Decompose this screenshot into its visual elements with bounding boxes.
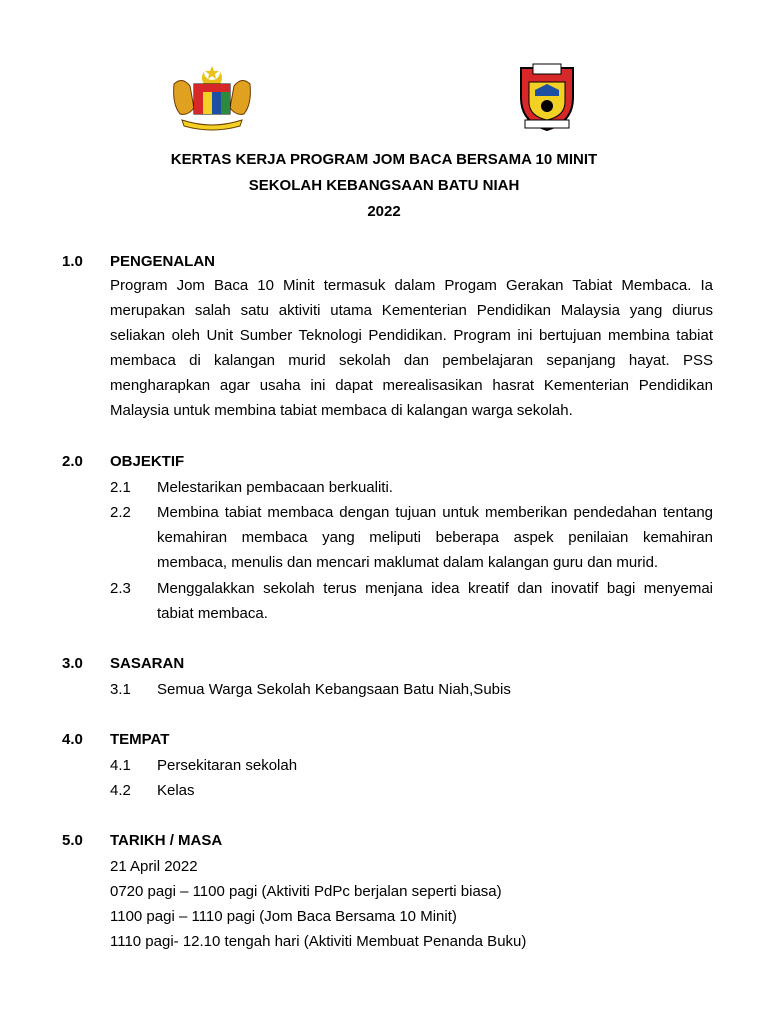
document-title: [0, 150, 768, 228]
section-number: 1.0: [62, 253, 83, 270]
item-text: Menggalakkan sekolah terus menjana idea kreatif dan inovatif bagi menyemai tabiat membaca.: [157, 580, 713, 622]
section-number: 2.0: [62, 453, 83, 470]
item-number: 4.1: [110, 757, 131, 774]
title-line: KERTAS KERJA PROGRAM JOM BACA BERSAMA 10 MINIT: [170, 151, 598, 168]
item-text: Membina tabiat membaca dengan tujuan untuk memberikan pendedahan tentang kemahiran membaca yang meliputi beberapa aspek penilaian kemahiran membaca, menulis dan mencari maklumat dalam kalangan guru dan murid.: [157, 504, 713, 571]
title-line: SEKOLAH KEBANGSAAN BATU NIAH: [248, 177, 520, 194]
school-crest-logo: [517, 62, 577, 132]
schedule-line: 1110 pagi- 12.10 tengah hari (Aktiviti Membuat Penanda Buku): [110, 933, 527, 950]
section-number: 3.0: [62, 655, 83, 672]
schedule-line: 0720 pagi – 1100 pagi (Aktiviti PdPc berjalan seperti biasa): [110, 883, 502, 900]
item-number: 2.3: [110, 580, 131, 597]
section-title: TARIKH / MASA: [110, 832, 223, 849]
item-text: Persekitaran sekolah: [157, 757, 298, 774]
list-item: [110, 576, 713, 626]
section-title: OBJEKTIF: [110, 453, 185, 470]
item-number: 4.2: [110, 782, 131, 799]
list-item: [110, 778, 713, 803]
malaysia-coat-of-arms-logo: [168, 64, 256, 132]
item-text: Melestarikan pembacaan berkualiti.: [157, 479, 393, 496]
schedule-line: 1100 pagi – 1110 pagi (Jom Baca Bersama 10 Minit): [110, 908, 457, 925]
list-item: [110, 500, 713, 575]
title-line: 2022: [367, 203, 401, 220]
section-title: TEMPAT: [110, 731, 170, 748]
item-number: 2.2: [110, 504, 131, 521]
section-title: SASARAN: [110, 655, 185, 672]
section-number: 5.0: [62, 832, 83, 849]
section-title: PENGENALAN: [110, 253, 216, 270]
item-number: 2.1: [110, 479, 131, 496]
section-number: 4.0: [62, 731, 83, 748]
item-number: 3.1: [110, 681, 131, 698]
list-item: [110, 753, 713, 778]
list-item: [110, 677, 713, 702]
item-text: Kelas: [157, 782, 195, 799]
date-line: 21 April 2022: [110, 858, 198, 875]
section-paragraph: Program Jom Baca 10 Minit termasuk dalam Progam Gerakan Tabiat Membaca. Ia merupakan salah satu aktiviti utama Kementerian Pendidikan Malaysia yang diurus seliakan oleh Unit Sumber Teknologi Pendidikan. Program ini bertujuan membina tabiat membaca di kalangan murid sekolah dan pembelajaran sepanjang hayat. PSS mengharapkan agar usaha ini dapat merealisasikan hasrat Kementerian Pendidikan Malaysia untuk membina tabiat membaca di kalangan warga sekolah.: [110, 277, 713, 419]
list-item: [110, 475, 713, 500]
item-text: Semua Warga Sekolah Kebangsaan Batu Niah,Subis: [157, 681, 511, 698]
